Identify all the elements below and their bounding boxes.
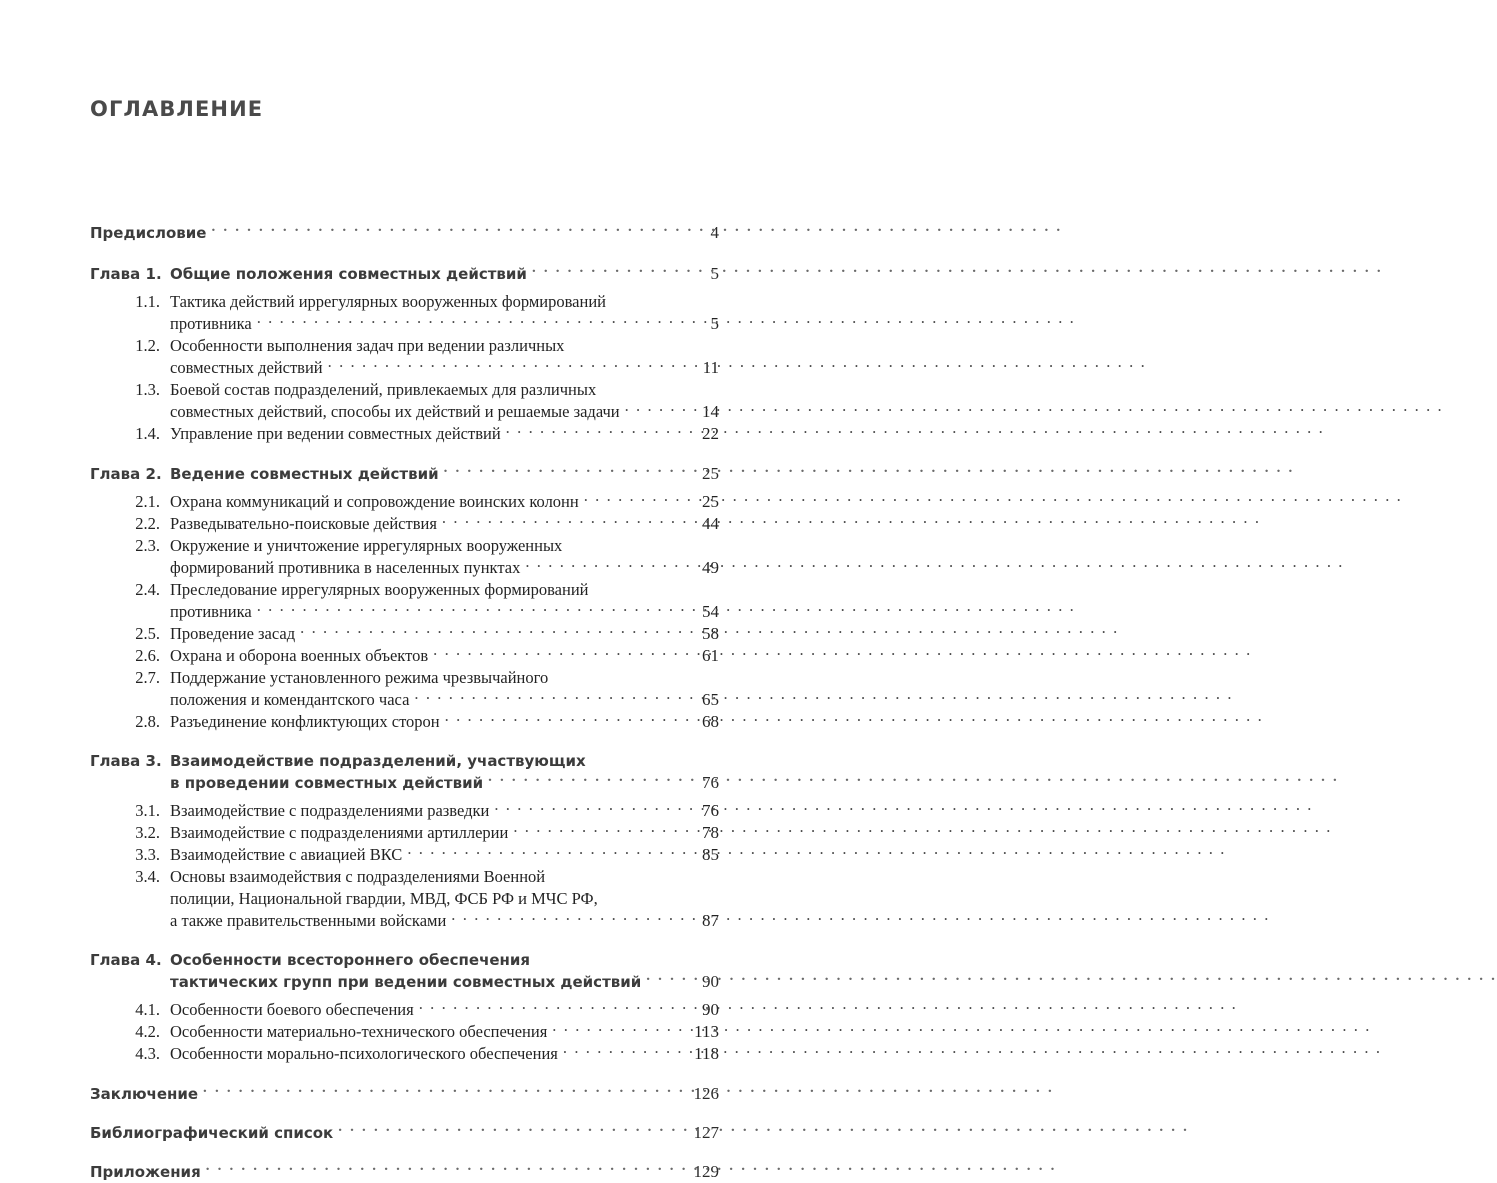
toc-entry-label: а также правительственными войсками — [170, 910, 447, 930]
toc-entry-line — [90, 312, 719, 334]
dot-leader — [211, 223, 669, 238]
toc-entry-number: 1.1. — [135, 291, 160, 311]
toc-entry[interactable] — [90, 578, 719, 622]
dot-leader — [532, 264, 669, 279]
dot-leader — [414, 688, 669, 705]
page-number: 11 — [702, 357, 719, 377]
toc-entry-number: 2.3. — [135, 535, 160, 555]
toc-entry[interactable] — [90, 950, 719, 993]
toc-entry-number: 2.7. — [135, 667, 160, 687]
toc-entry-label: Особенности всестороннего обеспечения — [170, 951, 531, 969]
dot-leader — [203, 1084, 669, 1099]
toc-entry-label: формирований противника в населенных пунктах — [170, 557, 521, 577]
page-number: 68 — [702, 711, 719, 731]
spacer — [90, 931, 719, 950]
page-number: 14 — [702, 401, 719, 421]
toc-entry[interactable] — [90, 463, 719, 485]
toc-entry-line — [90, 950, 719, 971]
dot-leader — [328, 356, 669, 373]
toc-entry-label: противника — [170, 601, 252, 621]
toc-entry-label: полиции, Национальной гвардии, МВД, ФСБ РФ и МЧС РФ, — [170, 888, 598, 908]
toc-entry-label: Предисловие — [90, 224, 207, 242]
toc-entry-label: Преследование иррегулярных вооруженных формирований — [170, 579, 589, 599]
page-number: 126 — [693, 1084, 719, 1103]
toc-entry[interactable] — [90, 751, 719, 794]
page-number: 118 — [694, 1043, 719, 1063]
dot-leader — [525, 556, 669, 573]
dot-leader — [300, 622, 669, 639]
dot-leader — [257, 312, 669, 329]
dot-leader — [445, 710, 669, 727]
page-number: 78 — [702, 822, 719, 842]
toc-entry-label: Ведение совместных действий — [170, 465, 439, 483]
toc-entry-line — [90, 1083, 719, 1105]
toc-entry-number: 1.3. — [135, 379, 160, 399]
dot-leader — [584, 490, 669, 507]
toc-entry-label: Охрана и оборона военных объектов — [170, 645, 429, 665]
dot-leader — [444, 464, 669, 479]
dot-leader — [442, 512, 669, 529]
dot-leader — [338, 1123, 669, 1138]
spacer — [90, 732, 719, 751]
toc-entry-label: Особенности боевого обеспечения — [170, 999, 414, 1019]
toc-entry-label: Основы взаимодействия с подразделениями Военной — [170, 866, 546, 886]
page-number: 5 — [710, 264, 719, 283]
toc-entry[interactable] — [90, 1122, 719, 1144]
page-number: 44 — [702, 513, 719, 533]
toc-entry-label: Заключение — [90, 1085, 199, 1103]
page-number: 85 — [702, 844, 719, 864]
toc-entry-number: 1.4. — [135, 423, 160, 443]
toc-entry-number: Глава 2. — [90, 465, 162, 483]
toc-entry-label: Взаимодействие подразделений, участвующих — [170, 752, 586, 770]
page-number: 129 — [693, 1162, 719, 1181]
toc-entry[interactable] — [90, 710, 719, 732]
toc-entry-label: Библиографический список — [90, 1124, 334, 1142]
dot-leader — [513, 821, 669, 838]
toc-entry-number: 3.3. — [135, 844, 160, 864]
toc-entry-label: Взаимодействие с подразделениями разведки — [170, 800, 490, 820]
toc-entry-line — [90, 843, 719, 865]
page-number: 22 — [702, 423, 719, 443]
toc-entry[interactable] — [90, 843, 719, 865]
toc-entry[interactable] — [90, 644, 719, 666]
toc-entry-label: совместных действий — [170, 357, 323, 377]
page-number: 54 — [702, 601, 719, 621]
dot-leader — [552, 1020, 669, 1037]
toc-entry-label: тактических групп при ведении совместных действий — [170, 973, 642, 991]
toc-entry[interactable] — [90, 263, 719, 285]
dot-leader — [488, 773, 669, 788]
toc-entry-line — [90, 909, 719, 931]
dot-leader — [506, 422, 669, 439]
toc-entry-label: Особенности морально-психологического обеспечения — [170, 1043, 558, 1063]
toc-entry-label: Охрана коммуникаций и сопровождение воинских колонн — [170, 491, 579, 511]
page-title: ОГЛАВЛЕНИЕ — [90, 97, 264, 121]
toc-entry[interactable] — [90, 1161, 719, 1183]
toc-entry-number: Глава 4. — [90, 951, 162, 969]
toc-entry-number: 2.6. — [135, 645, 160, 665]
toc-entry-line — [90, 772, 719, 794]
toc-entry-number: 4.2. — [135, 1021, 160, 1041]
toc-entry-line — [90, 1042, 719, 1064]
page-number: 25 — [702, 464, 719, 483]
page-number: 90 — [702, 972, 719, 991]
toc-entry-label: Особенности выполнения задач при ведении различных — [170, 335, 565, 355]
page-number: 58 — [702, 623, 719, 643]
page-number: 87 — [702, 910, 719, 930]
page-number: 5 — [710, 313, 719, 333]
dot-leader — [646, 972, 669, 987]
toc-entry-label: в проведении совместных действий — [170, 774, 484, 792]
toc-entry-line — [90, 1122, 719, 1144]
toc-entry-number: 2.4. — [135, 579, 160, 599]
toc-entry[interactable] — [90, 422, 719, 444]
toc-entry-label: Боевой состав подразделений, привлекаемых для различных — [170, 379, 597, 399]
toc-entry-label: Поддержание установленного режима чрезвычайного — [170, 667, 549, 687]
page-number: 113 — [694, 1021, 719, 1041]
toc-entry-line — [90, 865, 719, 887]
toc-entry-label: Разведывательно-поисковые действия — [170, 513, 437, 533]
toc-entry-line — [90, 644, 719, 666]
toc-entry-number: 3.4. — [135, 866, 160, 886]
toc-entry-number: Глава 1. — [90, 265, 162, 283]
toc-entry-number: 2.1. — [135, 491, 160, 511]
toc-entry-line — [90, 512, 719, 534]
toc-entry-label: Приложения — [90, 1163, 201, 1181]
toc-entry-line — [90, 463, 719, 485]
page-number: 127 — [693, 1123, 719, 1142]
toc-entry-label: Взаимодействие с авиацией ВКС — [170, 844, 403, 864]
dot-leader — [563, 1042, 669, 1059]
dot-leader — [433, 644, 669, 661]
dot-leader — [407, 843, 669, 860]
toc-entry-line — [90, 556, 719, 578]
toc-entry[interactable] — [90, 865, 719, 931]
toc-entry-number: 4.1. — [135, 999, 160, 1019]
toc-entry[interactable] — [90, 512, 719, 534]
toc-entry-number: 2.8. — [135, 711, 160, 731]
toc-entry-line — [90, 222, 719, 244]
toc-entry-label: Взаимодействие с подразделениями артиллерии — [170, 822, 509, 842]
toc-entry-number: 3.1. — [135, 800, 160, 820]
toc-entry-number: 2.5. — [135, 623, 160, 643]
page-number: 25 — [702, 491, 719, 511]
page-number: 76 — [702, 773, 719, 792]
toc-entry-label: Особенности материально-технического обеспечения — [170, 1021, 548, 1041]
toc-entry-label: Разъединение конфликтующих сторон — [170, 711, 440, 731]
dot-leader — [419, 998, 669, 1015]
page-number: 90 — [702, 999, 719, 1019]
page-number: 4 — [710, 223, 719, 242]
toc-entry-number: 1.2. — [135, 335, 160, 355]
toc-entry[interactable] — [90, 378, 719, 422]
toc-entry[interactable] — [90, 534, 719, 578]
toc-entry-number: Глава 3. — [90, 752, 162, 770]
toc-entry-label: Общие положения совместных действий — [170, 265, 527, 283]
toc-entry-label: противника — [170, 313, 252, 333]
toc-entry[interactable] — [90, 222, 719, 244]
toc-entry-line — [90, 971, 719, 993]
page-number: 76 — [702, 800, 719, 820]
toc-entry[interactable] — [90, 1042, 719, 1064]
page-number: 61 — [702, 645, 719, 665]
toc-entry-number: 3.2. — [135, 822, 160, 842]
toc-entry-number: 2.2. — [135, 513, 160, 533]
dot-leader — [494, 799, 669, 816]
toc-entry-line — [90, 356, 719, 378]
toc-entry-label: Окружение и уничтожение иррегулярных вооруженных — [170, 535, 563, 555]
toc-entry-number: 4.3. — [135, 1043, 160, 1063]
dot-leader — [206, 1162, 669, 1177]
toc-entry-line — [90, 1161, 719, 1183]
toc-entry-line — [90, 710, 719, 732]
toc-entry-label: Управление при ведении совместных действий — [170, 423, 501, 443]
toc-entry[interactable] — [90, 334, 719, 378]
toc-entry[interactable] — [90, 666, 719, 710]
toc-entry-line — [90, 263, 719, 285]
toc-entry-line — [90, 422, 719, 444]
page-number: 65 — [702, 689, 719, 709]
table-of-contents — [90, 222, 719, 1183]
toc-entry-label: положения и комендантского часа — [170, 689, 410, 709]
dot-leader — [257, 600, 669, 617]
toc-entry[interactable] — [90, 290, 719, 334]
toc-entry-label: Проведение засад — [170, 623, 296, 643]
dot-leader — [625, 400, 669, 417]
toc-entry-label: Тактика действий иррегулярных вооруженных формирований — [170, 291, 606, 311]
toc-entry[interactable] — [90, 1083, 719, 1105]
toc-entry-label: совместных действий, способы их действий и решаемые задачи — [170, 401, 620, 421]
dot-leader — [451, 909, 669, 926]
page-number: 49 — [702, 557, 719, 577]
